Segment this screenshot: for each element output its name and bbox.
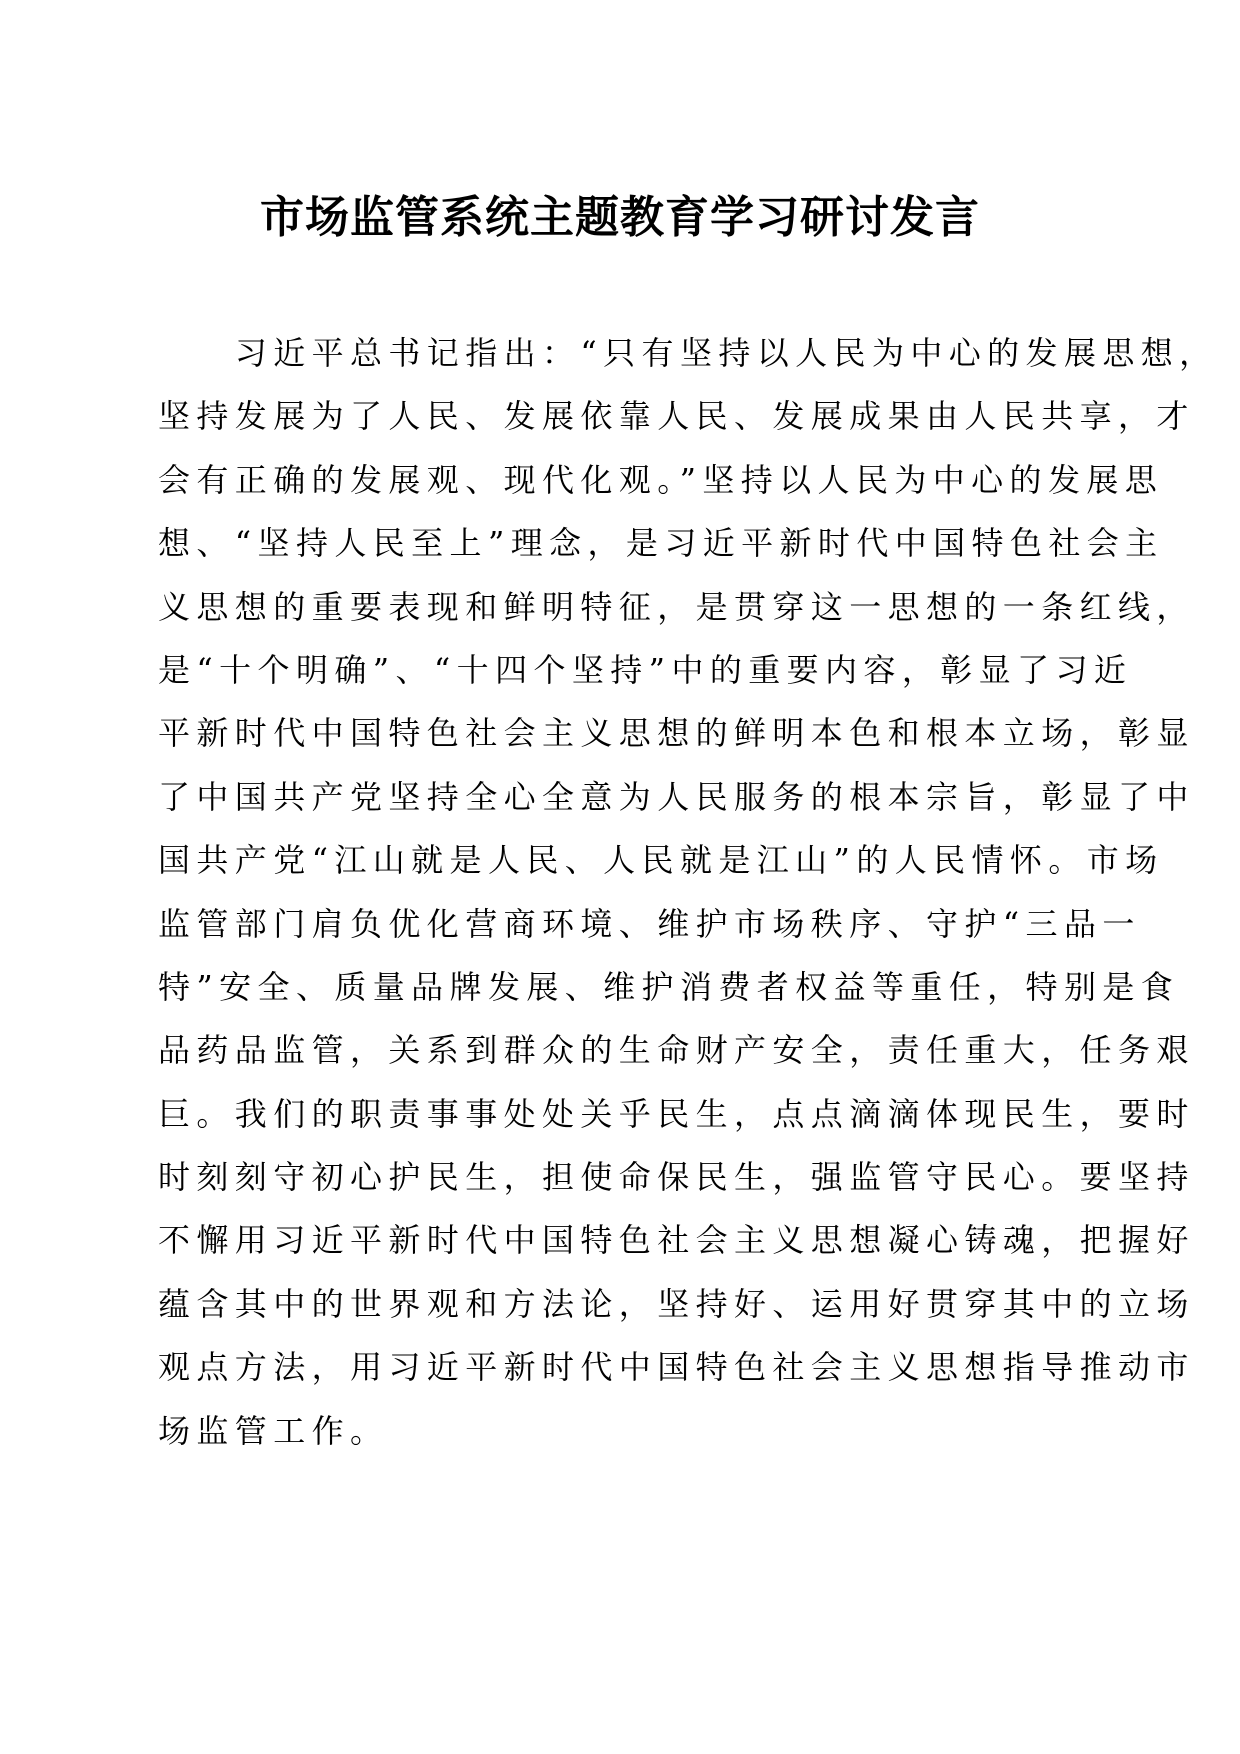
paragraph-line: 了中国共产党坚持全心全意为人民服务的根本宗旨，彰显了中 [158, 777, 1195, 816]
paragraph-line: 想、“坚持人民至上”理念，是习近平新时代中国特色社会主 [158, 524, 1164, 563]
paragraph-line: 坚持发展为了人民、发展依靠人民、发展成果由人民共享，才 [158, 397, 1195, 436]
paragraph-line: 特”安全、质量品牌发展、维护消费者权益等重任，特别是食 [158, 967, 1180, 1006]
paragraph-line: 时刻刻守初心护民生，担使命保民生，强监管守民心。要坚持 [158, 1158, 1195, 1197]
paragraph-line: 品药品监管，关系到群众的生命财产安全，责任重大，任务艰 [158, 1031, 1195, 1070]
paragraph-line: 是“十个明确”、“十四个坚持”中的重要内容，彰显了习近 [158, 650, 1133, 689]
paragraph-line: 观点方法，用习近平新时代中国特色社会主义思想指导推动市 [158, 1348, 1195, 1387]
body-paragraph [158, 322, 1218, 1463]
paragraph-line: 巨。我们的职责事事处处关乎民生，点点滴滴体现民生，要时 [158, 1094, 1195, 1133]
paragraph-line: 国共产党“江山就是人民、人民就是江山”的人民情怀。市场 [158, 841, 1164, 880]
paragraph-line: 义思想的重要表现和鲜明特征，是贯穿这一思想的一条红线， [158, 587, 1195, 626]
paragraph-line: 平新时代中国特色社会主义思想的鲜明本色和根本立场，彰显 [158, 714, 1195, 753]
paragraph-line: 会有正确的发展观、现代化观。”坚持以人民为中心的发展思 [158, 460, 1164, 499]
paragraph-line: 蕴含其中的世界观和方法论，坚持好、运用好贯穿其中的立场 [158, 1284, 1195, 1323]
document-title: 市场监管系统主题教育学习研讨发言 [260, 192, 980, 243]
paragraph-line: 习近平总书记指出：“只有坚持以人民为中心的发展思想， [158, 334, 1218, 372]
paragraph-line: 监管部门肩负优化营商环境、维护市场秩序、守护“三品一 [158, 904, 1141, 943]
paragraph-line: 不懈用习近平新时代中国特色社会主义思想凝心铸魂，把握好 [158, 1221, 1195, 1260]
paragraph-line: 场监管工作。 [158, 1411, 389, 1450]
